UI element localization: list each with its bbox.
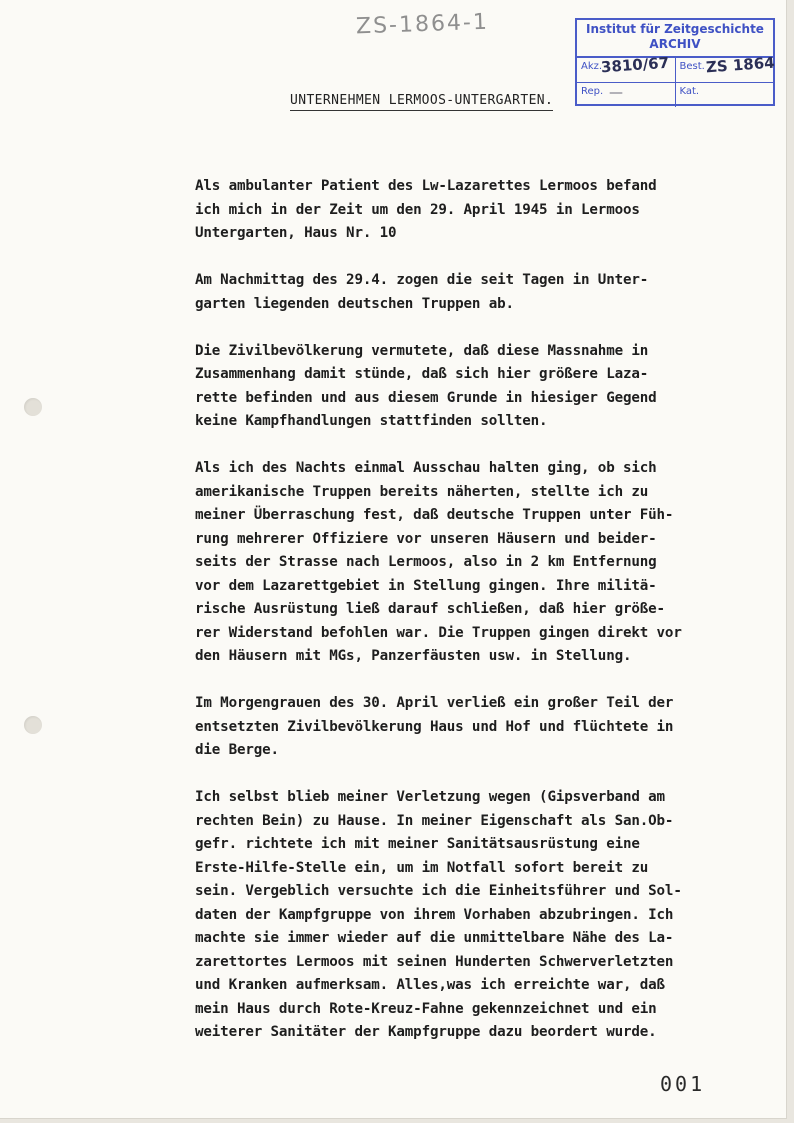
text-line: daten der Kampfgruppe von ihrem Vorhaben abzubringen. Ich <box>195 906 674 923</box>
text-line: Die Zivilbevölkerung vermutete, daß diese Massnahme in <box>195 342 649 359</box>
text-line: meiner Überraschung fest, daß deutsche Truppen unter Füh- <box>195 507 674 523</box>
text-line: und Kranken aufmerksam. Alles,was ich erreichte war, daß <box>195 977 665 993</box>
text-line: zarettortes Lermoos mit seinen Hunderten Schwerverletzten <box>195 953 674 970</box>
paragraph <box>195 786 755 1045</box>
text-line: ich mich in der Zeit um den 29. April 1945 in Lermoos <box>195 201 640 218</box>
paragraph <box>195 175 755 246</box>
text-line: Als ich des Nachts einmal Ausschau halten ging, ob sich <box>195 460 657 476</box>
text-line: die Berge. <box>195 742 279 758</box>
text-line: Als ambulanter Patient des Lw-Lazarettes Lermoos befand <box>195 178 657 194</box>
text-line: vor dem Lazarettgebiet in Stellung gingen. Ihre militä- <box>195 577 657 594</box>
text-line: weiterer Sanitäter der Kampfgruppe dazu beordert wurde. <box>195 1024 657 1040</box>
text-line: mein Haus durch Rote-Kreuz-Fahne gekennzeichnet und ein <box>195 1000 657 1017</box>
text-line: Erste-Hilfe-Stelle ein, um im Notfall sofort bereit zu <box>195 859 649 876</box>
text-line: gefr. richtete ich mit meiner Sanitätsausrüstung eine <box>195 836 640 852</box>
paragraph <box>195 269 755 316</box>
stamp-cell-akz <box>577 53 675 82</box>
page-number: 001 <box>660 1072 706 1096</box>
stamp-archive: ARCHIV <box>649 37 701 51</box>
text-line: rische Ausrüstung ließ darauf schließen, daß hier größe- <box>195 601 665 617</box>
text-line: Ich selbst blieb meiner Verletzung wegen (Gipsverband am <box>195 789 665 805</box>
text-line: Im Morgengrauen des 30. April verließ ein großer Teil der <box>195 695 674 711</box>
text-line: rette befinden und aus diesem Grunde in hiesiger Gegend <box>195 389 657 406</box>
stamp-cell-best <box>675 53 775 82</box>
text-line: den Häusern mit MGs, Panzerfäusten usw. in Stellung. <box>195 648 632 664</box>
paragraph <box>195 340 755 434</box>
stamp-cell-rep <box>577 83 675 107</box>
stamp-akz-value: 3810/67 <box>600 53 670 77</box>
text-line: machte sie immer wieder auf die unmittelbare Nähe des La- <box>195 930 674 946</box>
text-line: sein. Vergeblich versuchte ich die Einheitsführer und Sol- <box>195 883 682 899</box>
document-body <box>195 175 755 1068</box>
punch-hole-bottom <box>24 716 42 734</box>
archive-reference-mark: ZS-1864-1 <box>355 9 490 40</box>
stamp-institution: Institut für Zeitgeschichte <box>586 22 764 36</box>
text-line: rer Widerstand befohlen war. Die Truppen gingen direkt vor <box>195 624 682 641</box>
text-line: Zusammenhang damit stünde, daß sich hier größere Laza- <box>195 366 649 382</box>
stamp-kat-label: Kat. <box>679 86 700 97</box>
punch-hole-top <box>24 398 42 416</box>
stamp-akz-label: Akz. <box>581 61 603 72</box>
stamp-row-rep <box>577 83 773 107</box>
text-line: Am Nachmittag des 29.4. zogen die seit Tagen in Unter- <box>195 272 649 288</box>
stamp-rep-value: — <box>609 85 623 101</box>
text-line: rung mehrerer Offiziere vor unseren Häusern und beider- <box>195 530 657 547</box>
archive-stamp <box>575 18 775 106</box>
document-title: UNTERNEHMEN LERMOOS-UNTERGARTEN. <box>290 93 553 111</box>
text-line: keine Kampfhandlungen stattfinden sollten. <box>195 413 548 429</box>
text-line: entsetzten Zivilbevölkerung Haus und Hof und flüchtete in <box>195 718 674 735</box>
paragraph <box>195 457 755 669</box>
stamp-rep-label: Rep. <box>581 86 604 97</box>
text-line: Untergarten, Haus Nr. 10 <box>195 225 397 241</box>
text-line: amerikanische Truppen bereits näherten, stellte ich zu <box>195 483 649 500</box>
stamp-best-label: Best. <box>679 61 705 72</box>
stamp-row-akz <box>577 53 775 83</box>
text-line: rechten Bein) zu Hause. In meiner Eigenschaft als San.Ob- <box>195 812 674 829</box>
stamp-cell-kat <box>675 83 774 107</box>
stamp-header <box>577 20 773 58</box>
text-line: seits der Strasse nach Lermoos, also in 2 km Entfernung <box>195 554 657 570</box>
text-line: garten liegenden deutschen Truppen ab. <box>195 295 514 312</box>
paragraph <box>195 692 755 763</box>
stamp-best-value: ZS 1864 <box>704 53 775 77</box>
